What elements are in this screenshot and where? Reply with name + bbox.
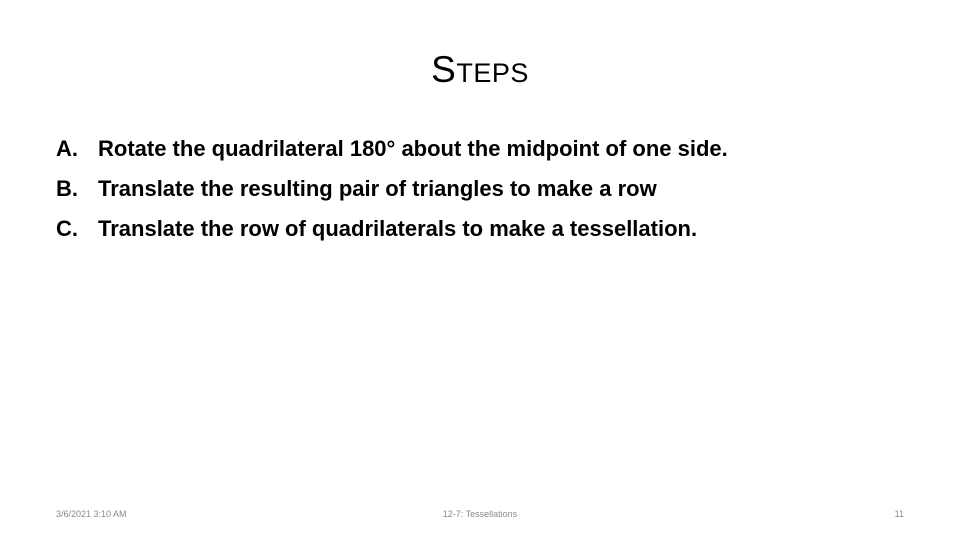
footer-date: 3/6/2021 3:10 AM xyxy=(56,509,127,519)
footer-title: 12-7: Tessellations xyxy=(442,509,518,519)
slide-title xyxy=(0,48,960,95)
step-text: Rotate the quadrilateral 180° about the midpoint of one side. xyxy=(98,136,728,161)
step-item-b xyxy=(56,172,936,212)
slide-title-initial: S xyxy=(431,49,457,90)
step-text: Translate the row of quadrilaterals to make a tessellation. xyxy=(98,216,698,241)
step-marker: B. xyxy=(56,176,78,201)
step-item-c xyxy=(56,212,936,252)
step-text: Translate the resulting pair of triangles to make a row xyxy=(98,176,657,201)
steps-list xyxy=(56,132,936,252)
step-marker: C. xyxy=(56,216,78,241)
step-item-a xyxy=(56,132,936,172)
slide-title-rest: TEPS xyxy=(456,58,529,88)
footer-page-number: 11 xyxy=(894,509,904,519)
step-marker: A. xyxy=(56,136,78,161)
